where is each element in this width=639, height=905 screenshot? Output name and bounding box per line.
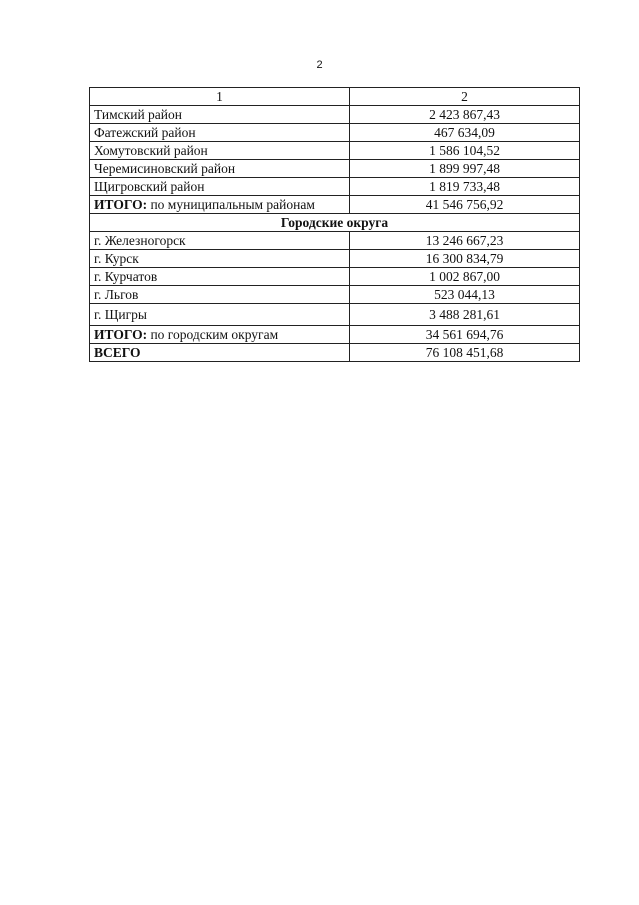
table-row: [90, 304, 580, 326]
districts-total-value: 41 546 756,92: [350, 196, 580, 214]
row-value: 523 044,13: [350, 286, 580, 304]
grand-total-value: 76 108 451,68: [350, 344, 580, 362]
grand-total-label-text: ВСЕГО: [94, 344, 141, 360]
section-header-row: [90, 214, 580, 232]
table-row: [90, 178, 580, 196]
row-value: 13 246 667,23: [350, 232, 580, 250]
row-label: Щигровский район: [90, 178, 350, 196]
cities-total-row: [90, 326, 580, 344]
row-value: 1 819 733,48: [350, 178, 580, 196]
table-row: [90, 286, 580, 304]
row-label: Тимский район: [90, 106, 350, 124]
table-row: [90, 106, 580, 124]
table-header-row: [90, 88, 580, 106]
districts-total-row: [90, 196, 580, 214]
table-row: [90, 160, 580, 178]
row-label: г. Льгов: [90, 286, 350, 304]
table-row: [90, 124, 580, 142]
grand-total-label: [90, 344, 350, 362]
table-row: [90, 232, 580, 250]
row-value: 467 634,09: [350, 124, 580, 142]
row-value: 1 586 104,52: [350, 142, 580, 160]
row-label: г. Щигры: [90, 304, 350, 326]
row-label: г. Курчатов: [90, 268, 350, 286]
row-value: 3 488 281,61: [350, 304, 580, 326]
page-number: 2: [316, 59, 323, 71]
total-label-rest: по муниципальным районам: [147, 196, 315, 212]
row-label: Фатежский район: [90, 124, 350, 142]
column-header-1: 1: [90, 88, 350, 106]
row-label: Хомутовский район: [90, 142, 350, 160]
row-value: 1 899 997,48: [350, 160, 580, 178]
table-row: [90, 250, 580, 268]
section-title: Городские округа: [90, 214, 580, 232]
cities-total-label: [90, 326, 350, 344]
districts-total-label: [90, 196, 350, 214]
table-row: [90, 268, 580, 286]
table-row: [90, 142, 580, 160]
row-value: 1 002 867,00: [350, 268, 580, 286]
total-label-rest: по городским округам: [147, 326, 279, 342]
total-bold-prefix: ИТОГО:: [94, 196, 148, 212]
column-header-2: 2: [350, 88, 580, 106]
row-label: Черемисиновский район: [90, 160, 350, 178]
total-bold-prefix: ИТОГО:: [94, 326, 148, 342]
budget-table: [89, 87, 580, 362]
row-label: г. Железногорск: [90, 232, 350, 250]
row-value: 2 423 867,43: [350, 106, 580, 124]
grand-total-row: [90, 344, 580, 362]
row-label: г. Курск: [90, 250, 350, 268]
cities-total-value: 34 561 694,76: [350, 326, 580, 344]
row-value: 16 300 834,79: [350, 250, 580, 268]
